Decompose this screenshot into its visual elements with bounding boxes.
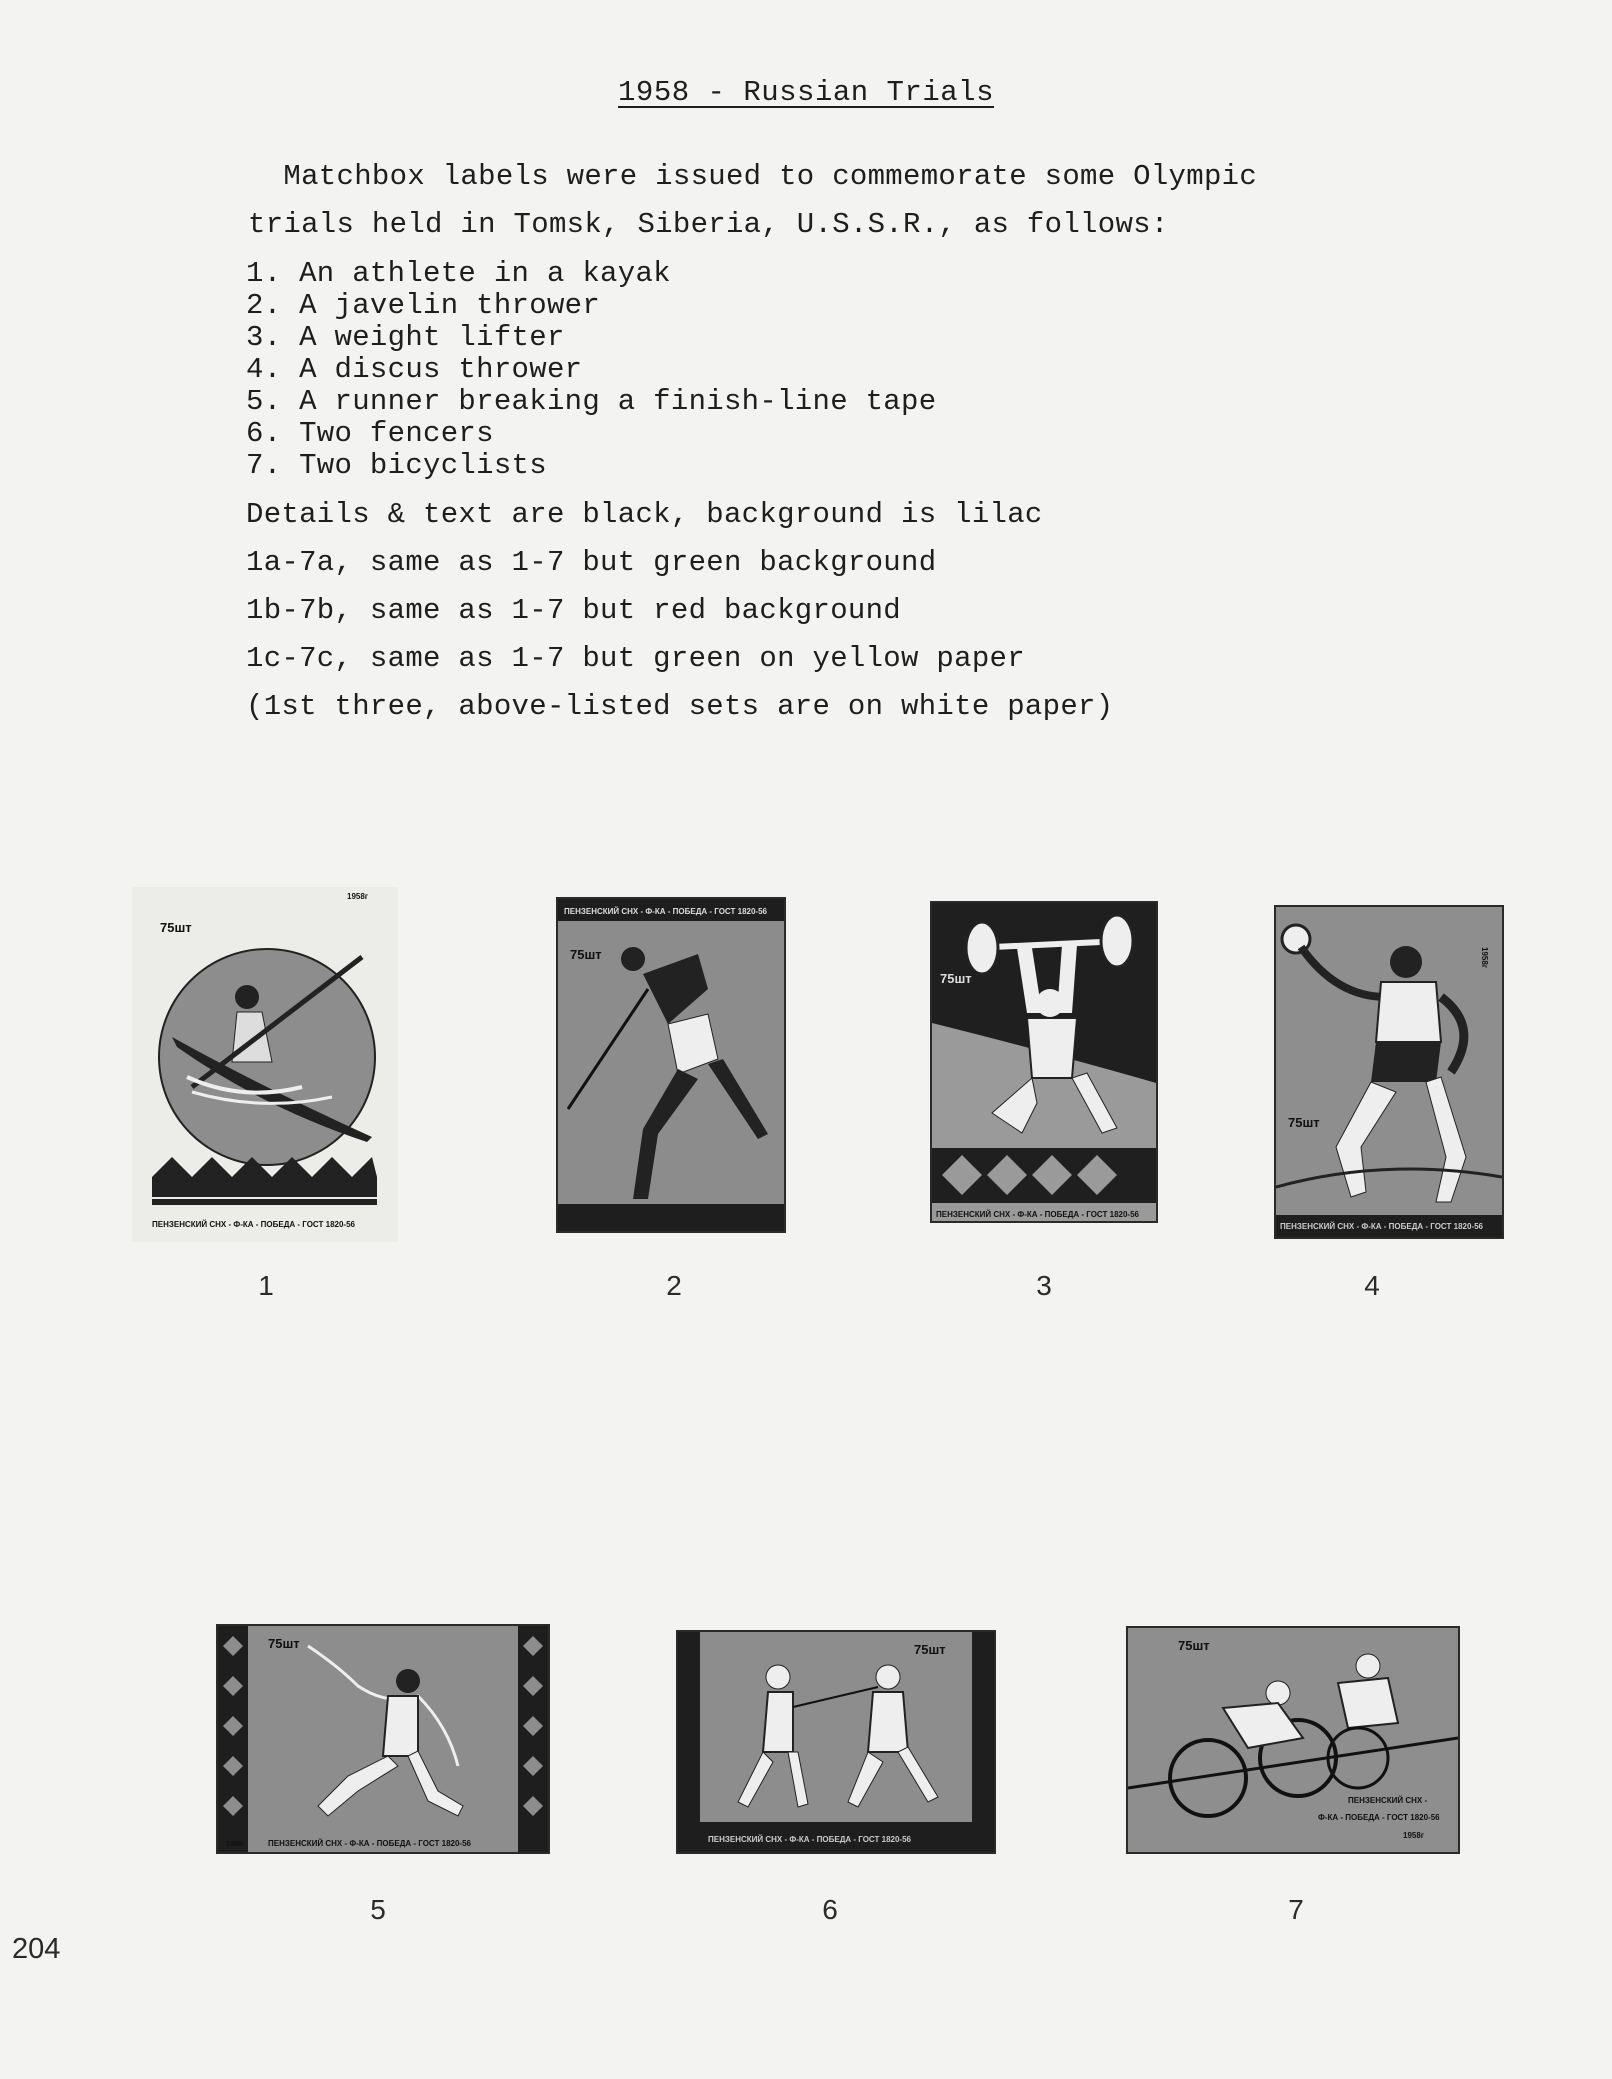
intro-line-2: trials held in Tomsk, Siberia, U.S.S.R., as follows: (248, 208, 1169, 241)
imprint-text: ПЕНЗЕНСКИЙ СНХ - Ф-КА - ПОБЕДА - ГОСТ 1820-56 (268, 1839, 471, 1848)
javelin-illustration (558, 899, 784, 1231)
kayak-illustration (132, 887, 398, 1242)
note-line: 1b-7b, same as 1-7 but red background (246, 594, 902, 627)
matchbox-label-fencers (676, 1630, 996, 1854)
label-caption: 3 (1036, 1270, 1052, 1301)
label-caption: 6 (822, 1894, 838, 1925)
note-line: (1st three, above-listed sets are on white paper) (246, 690, 1114, 723)
bicyclists-illustration (1128, 1628, 1458, 1852)
label-caption: 7 (1288, 1894, 1304, 1925)
imprint-text: ПЕНЗЕНСКИЙ СНХ - Ф-КА - ПОБЕДА - ГОСТ 1820-56 (1280, 1222, 1483, 1231)
fencers-illustration (678, 1632, 994, 1852)
price-text: 75шт (1178, 1638, 1210, 1653)
matchbox-label-kayak (132, 887, 398, 1242)
intro-line-1: Matchbox labels were issued to commemorate some Olympic (248, 160, 1258, 193)
label-caption: 4 (1364, 1270, 1380, 1301)
price-text: 75шт (160, 920, 192, 935)
price-text: 75шт (1288, 1115, 1320, 1130)
note-line: 1a-7a, same as 1-7 but green background (246, 546, 937, 579)
matchbox-label-runner (216, 1624, 550, 1854)
price-text: 75шт (570, 947, 602, 962)
year-text: 1958г (1480, 947, 1489, 969)
weightlifter-illustration (932, 903, 1156, 1221)
page-number: 204 (12, 1933, 61, 1965)
page-title: 1958 - Russian Trials (618, 76, 994, 109)
imprint-text: ПЕНЗЕНСКИЙ СНХ - Ф-КА - ПОБЕДА - ГОСТ 1820-56 (152, 1220, 355, 1229)
price-text: 75шт (268, 1636, 300, 1651)
imprint-text: ПЕНЗЕНСКИЙ СНХ - Ф-КА - ПОБЕДА - ГОСТ 1820-56 (564, 907, 767, 916)
matchbox-label-discus (1274, 905, 1504, 1239)
list-item: 4. A discus thrower (246, 353, 583, 386)
label-caption: 5 (370, 1894, 386, 1925)
list-item: 5. A runner breaking a finish-line tape (246, 385, 937, 418)
imprint-text: Ф-КА - ПОБЕДА - ГОСТ 1820-56 (1318, 1813, 1440, 1822)
year-text: 1958г (226, 1841, 245, 1848)
list-item: 2. A javelin thrower (246, 289, 601, 322)
year-text: 1958г (1403, 1831, 1425, 1840)
imprint-text: ПЕНЗЕНСКИЙ СНХ - Ф-КА - ПОБЕДА - ГОСТ 1820-56 (936, 1210, 1139, 1219)
year-text: 1958г (347, 892, 369, 901)
label-caption: 1 (258, 1270, 274, 1301)
list-item: 7. Two bicyclists (246, 449, 547, 482)
matchbox-label-weightlifter (930, 901, 1158, 1223)
list-item: 6. Two fencers (246, 417, 494, 450)
discus-illustration (1276, 907, 1502, 1237)
matchbox-label-bicyclists (1126, 1626, 1460, 1854)
imprint-text: ПЕНЗЕНСКИЙ СНХ - Ф-КА - ПОБЕДА - ГОСТ 1820-56 (708, 1835, 911, 1844)
note-line: 1c-7c, same as 1-7 but green on yellow paper (246, 642, 1025, 675)
price-text: 75шт (940, 971, 972, 986)
list-item: 1. An athlete in a kayak (246, 257, 671, 290)
label-caption: 2 (666, 1270, 682, 1301)
imprint-text: ПЕНЗЕНСКИЙ СНХ - (1348, 1796, 1428, 1805)
list-item: 3. A weight lifter (246, 321, 565, 354)
runner-illustration (218, 1626, 548, 1852)
price-text: 75шт (914, 1642, 946, 1657)
matchbox-label-javelin (556, 897, 786, 1233)
note-line: Details & text are black, background is lilac (246, 498, 1043, 531)
